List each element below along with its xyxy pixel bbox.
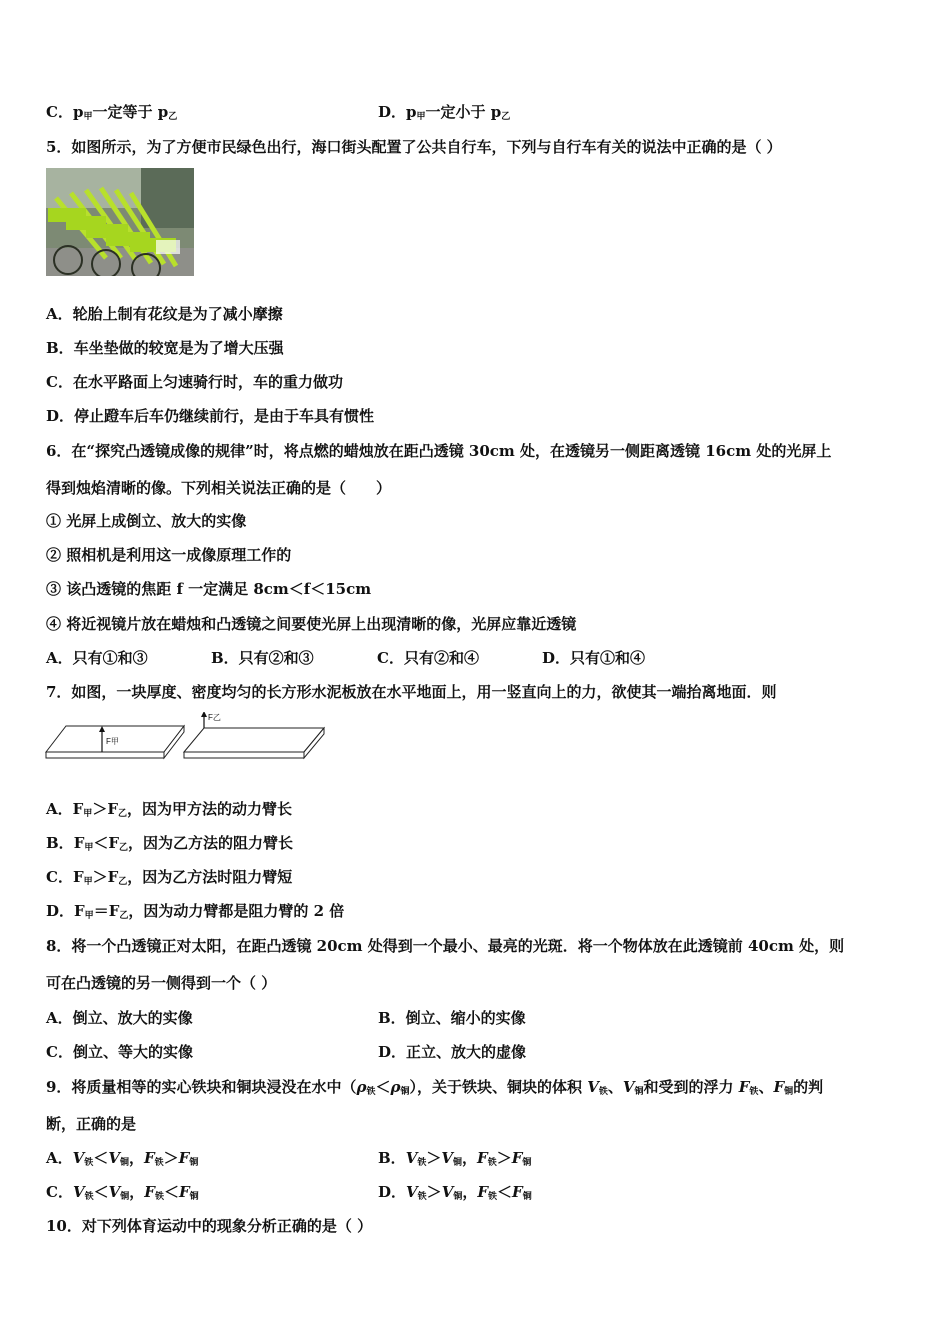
q4-option-d[interactable]: D．$p_甲$一定小于 $p_乙$ — [378, 103, 511, 122]
q4-option-c[interactable]: C．$p_甲$一定等于 $p_乙$ — [46, 103, 178, 122]
q6-option-c[interactable]: C．只有②和④ — [377, 649, 479, 667]
q7-stem: 7．如图，一块厚度、密度均匀的长方形水泥板放在水平地面上，用一竖直向上的力，欲使其一端抬离地面．则 — [46, 683, 777, 701]
q7-option-d[interactable]: D．$F_甲=F_乙$，因为动力臂都是阻力臂的 2 倍 — [46, 902, 345, 921]
q9-option-b[interactable]: B．$V_铁>V_铜$，$F_铁>F_铜$ — [378, 1149, 532, 1168]
q7-option-b[interactable]: B．$F_甲<F_乙$，因为乙方法的阻力臂长 — [46, 834, 294, 853]
q6-option-a[interactable]: A．只有①和③ — [46, 649, 148, 667]
q9-stem-line2: 断，正确的是 — [46, 1115, 137, 1133]
f-yi-label: F乙 — [208, 713, 221, 722]
q6-statement-3: ③ 该凸透镜的焦距 f 一定满足 8cm＜f＜15cm — [46, 580, 372, 598]
q9-option-c[interactable]: C．$V_铁<V_铜$，$F_铁<F_铜$ — [46, 1183, 199, 1202]
q6-option-d[interactable]: D．只有①和④ — [542, 649, 646, 667]
q5-option-c[interactable]: C．在水平路面上匀速骑行时，车的重力做功 — [46, 373, 343, 391]
q6-statement-4: ④ 将近视镜片放在蜡烛和凸透镜之间要使光屏上出现清晰的像，光屏应靠近透镜 — [46, 615, 577, 633]
slab-diagram — [44, 712, 330, 764]
bicycle-photo — [46, 168, 194, 276]
q7-option-c[interactable]: C．$F_甲>F_乙$，因为乙方法时阻力臂短 — [46, 868, 293, 887]
q6-statement-1: ① 光屏上成倒立、放大的实像 — [46, 512, 247, 530]
q8-stem-line2: 可在凸透镜的另一侧得到一个（ ） — [46, 974, 277, 992]
q8-stem-line1: 8．将一个凸透镜正对太阳，在距凸透镜 20cm 处得到一个最小、最亮的光斑．将一个物体放在此透镜前 40cm 处，则 — [46, 937, 845, 955]
q8-option-a[interactable]: A．倒立、放大的实像 — [46, 1009, 193, 1027]
q8-option-c[interactable]: C．倒立、等大的实像 — [46, 1043, 193, 1061]
q5-option-d[interactable]: D．停止蹬车后车仍继续前行，是由于车具有惯性 — [46, 407, 375, 425]
f-jia-label: F甲 — [106, 737, 119, 746]
q5-option-a[interactable]: A．轮胎上制有花纹是为了减小摩擦 — [46, 305, 283, 323]
q6-option-b[interactable]: B．只有②和③ — [211, 649, 314, 667]
q7-option-a[interactable]: A．$F_甲>F_乙$，因为甲方法的动力臂长 — [46, 800, 292, 819]
q6-stem-line2: 得到烛焰清晰的像。下列相关说法正确的是（ ） — [46, 479, 392, 497]
q5-stem: 5．如图所示，为了方便市民绿色出行，海口街头配置了公共自行车，下列与自行车有关的说法中正确的是（ ） — [46, 138, 782, 156]
q5-option-b[interactable]: B．车坐垫做的较宽是为了增大压强 — [46, 339, 284, 357]
q8-option-d[interactable]: D．正立、放大的虚像 — [378, 1043, 527, 1061]
q8-option-b[interactable]: B．倒立、缩小的实像 — [378, 1009, 526, 1027]
q6-stem-line1: 6．在“探究凸透镜成像的规律”时，将点燃的蜡烛放在距凸透镜 30cm 处，在透镜另一侧距离透镜 16cm 处的光屏上 — [46, 442, 832, 460]
q9-option-a[interactable]: A．$V_铁<V_铜$，$F_铁>F_铜$ — [46, 1149, 199, 1168]
q10-stem: 10．对下列体育运动中的现象分析正确的是（ ） — [46, 1217, 373, 1235]
q9-option-d[interactable]: D．$V_铁>V_铜$，$F_铁<F_铜$ — [378, 1183, 532, 1202]
q6-statement-2: ② 照相机是利用这一成像原理工作的 — [46, 546, 292, 564]
q9-stem-line1: 9．将质量相等的实心铁块和铜块浸没在水中$(\rho_铁<\rho_铜)$，关于铁块、铜块的体积 $V_铁$、$V_铜$和受到的浮力 $F_铁$、$F_铜$的判 — [46, 1078, 824, 1097]
